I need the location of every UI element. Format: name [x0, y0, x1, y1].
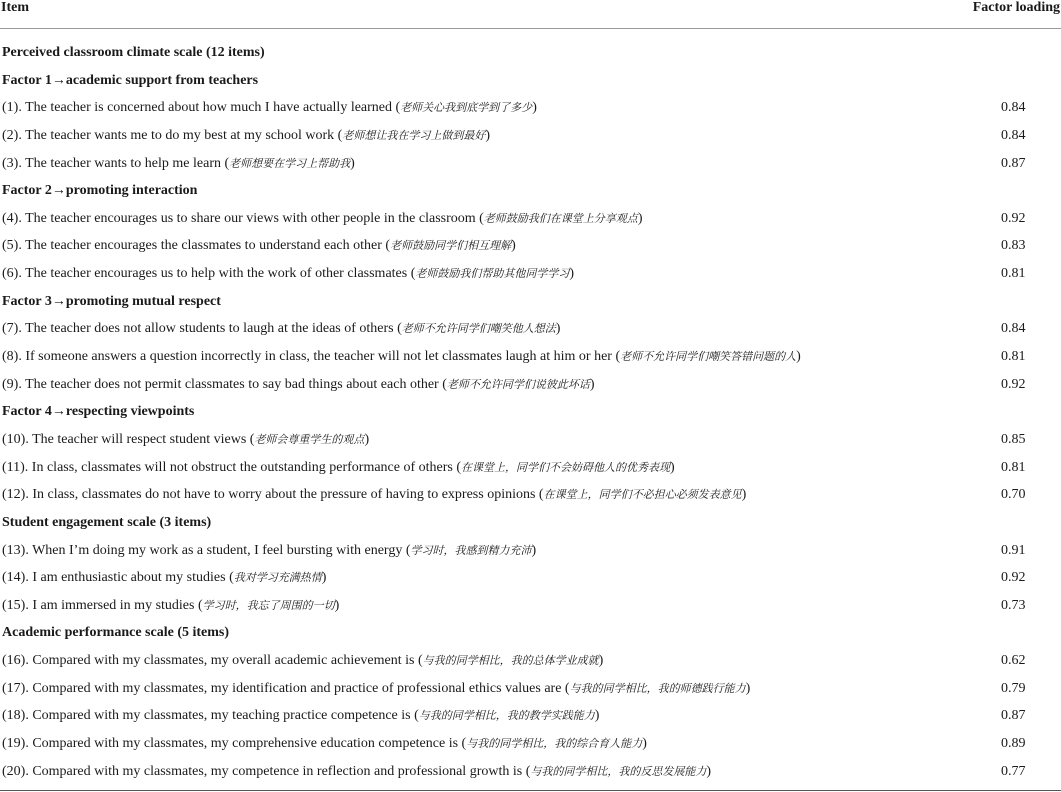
table-row — [0, 702, 1061, 730]
closing-parenthesis: ) — [706, 763, 712, 779]
table-row — [0, 647, 1061, 675]
closing-parenthesis: ) — [485, 127, 490, 143]
factor-loading-value: 0.62 — [1001, 653, 1026, 669]
factor-loading-value: 0.81 — [1001, 349, 1026, 365]
item-english-text: (20). Compared with my classmates, my competence in reflection and professional growth is ( — [2, 763, 531, 779]
closing-parenthesis: ) — [670, 459, 675, 475]
factor-loading-value: 0.79 — [1001, 680, 1026, 696]
item-text — [2, 454, 675, 483]
item-text — [2, 537, 536, 566]
item-text — [2, 730, 647, 759]
item-column-header: Item — [1, 0, 29, 15]
table-row — [0, 94, 1061, 122]
closing-parenthesis: ) — [594, 708, 600, 724]
table-row — [0, 260, 1061, 288]
table-bottom-rule — [0, 790, 1061, 791]
item-text — [2, 122, 490, 151]
factor-loading-value: 0.92 — [1001, 210, 1026, 226]
table-row — [0, 592, 1061, 620]
scale-heading: Student engagement scale (3 items) — [2, 514, 212, 530]
table-row — [0, 481, 1061, 509]
item-text — [2, 758, 711, 787]
item-text — [2, 647, 603, 676]
item-english-text: (12). In class, classmates do not have to worry about the pressure of having to express opinions ( — [2, 487, 544, 503]
item-english-text: (2). The teacher wants me to do my best at my school work ( — [2, 127, 343, 143]
factor-heading-row — [0, 177, 1061, 205]
scale-heading-row — [0, 39, 1061, 67]
item-english-text: (15). I am immersed in my studies ( — [2, 597, 203, 613]
item-chinese-translation: 老师想要在学习上帮助我 — [229, 157, 351, 170]
item-english-text: (16). Compared with my classmates, my overall academic achievement is ( — [2, 653, 423, 669]
item-text — [2, 592, 339, 621]
item-english-text: (8). If someone answers a question incorrectly in class, the teacher will not let classmates laugh at him or her ( — [2, 349, 621, 365]
factor-loading-value: 0.81 — [1001, 459, 1026, 475]
table-row — [0, 426, 1061, 454]
closing-parenthesis: ) — [569, 266, 575, 282]
factor-loading-column-header: Factor loading — [972, 0, 1060, 15]
item-chinese-translation: 老师不允许同学们嘲笑他人想法 — [401, 323, 556, 336]
table-row — [0, 537, 1061, 565]
item-text — [2, 675, 750, 704]
item-chinese-translation: 老师鼓励同学们相互理解 — [390, 240, 512, 253]
table-row — [0, 730, 1061, 758]
item-english-text: (3). The teacher wants to help me learn ( — [2, 155, 230, 171]
item-chinese-translation: 老师鼓励我们帮助其他同学学习 — [415, 268, 570, 281]
factor-loading-value: 0.84 — [1001, 321, 1026, 337]
table-header — [0, 0, 1061, 29]
factor-loading-value: 0.92 — [1001, 376, 1026, 392]
factor-loading-value: 0.70 — [1001, 487, 1026, 503]
table-row — [0, 564, 1061, 592]
closing-parenthesis: ) — [511, 238, 516, 254]
table-row — [0, 454, 1061, 482]
item-text — [2, 94, 537, 123]
item-text — [2, 315, 560, 344]
closing-parenthesis: ) — [532, 100, 537, 116]
table-row — [0, 675, 1061, 703]
factor-loading-value: 0.73 — [1001, 597, 1026, 613]
table-row — [0, 315, 1061, 343]
factor-loading-value: 0.87 — [1001, 708, 1026, 724]
table-row — [0, 232, 1061, 260]
scale-heading: Perceived classroom climate scale (12 items) — [2, 45, 265, 60]
item-chinese-translation: 学习时，我感到精力充沛 — [410, 544, 532, 557]
closing-parenthesis: ) — [334, 597, 340, 613]
item-english-text: (7). The teacher does not allow students to laugh at the ideas of others ( — [2, 321, 402, 337]
item-english-text: (13). When I’m doing my work as a student, I feel bursting with energy ( — [2, 542, 411, 558]
item-english-text: (10). The teacher will respect student views ( — [2, 431, 255, 447]
item-chinese-translation: 与我的同学相比，我的教学实践能力 — [418, 710, 595, 723]
item-chinese-translation: 老师会尊重学生的观点 — [254, 433, 365, 446]
item-english-text: (18). Compared with my classmates, my teaching practice competence is ( — [2, 708, 419, 724]
factor-heading: Factor 4→respecting viewpoints — [2, 404, 195, 420]
factor-loading-value: 0.84 — [1001, 127, 1026, 143]
item-english-text: (14). I am enthusiastic about my studies ( — [2, 570, 234, 586]
item-english-text: (5). The teacher encourages the classmates to understand each other ( — [2, 238, 391, 254]
scale-heading-row — [0, 509, 1061, 537]
factor-heading: Factor 1→academic support from teachers — [2, 72, 259, 88]
item-text — [2, 260, 574, 289]
item-chinese-translation: 在课堂上，同学们不会妨碍他人的优秀表现 — [461, 461, 671, 474]
item-chinese-translation: 与我的同学相比，我的综合育人能力 — [466, 738, 643, 751]
factor-heading: Factor 3→promoting mutual respect — [2, 293, 221, 309]
item-chinese-translation: 在课堂上，同学们不必担心必须发表意见 — [543, 489, 742, 502]
item-text — [2, 426, 369, 455]
item-text — [2, 702, 599, 731]
closing-parenthesis: ) — [637, 210, 643, 226]
scale-heading-row — [0, 619, 1061, 647]
closing-parenthesis: ) — [589, 376, 595, 392]
item-chinese-translation: 老师不允许同学们嘲笑答错问题的人 — [620, 351, 797, 364]
table-row — [0, 371, 1061, 399]
scale-heading: Academic performance scale (5 items) — [2, 625, 230, 641]
factor-loading-value: 0.92 — [1001, 570, 1026, 586]
item-text — [2, 564, 326, 593]
factor-loading-value: 0.83 — [1001, 238, 1026, 254]
closing-parenthesis: ) — [642, 736, 647, 752]
closing-parenthesis: ) — [321, 570, 327, 586]
table-row — [0, 343, 1061, 371]
item-chinese-translation: 与我的同学相比，我的反思发展能力 — [530, 765, 707, 778]
factor-loading-value: 0.84 — [1001, 100, 1026, 116]
item-chinese-translation: 老师想让我在学习上做到最好 — [342, 129, 486, 142]
closing-parenthesis: ) — [796, 349, 801, 365]
item-english-text: (4). The teacher encourages us to share our views with other people in the classroom ( — [2, 210, 484, 226]
table-row — [0, 150, 1061, 178]
factor-loading-value: 0.91 — [1001, 542, 1026, 558]
item-english-text: (6). The teacher encourages us to help with the work of other classmates ( — [2, 266, 416, 282]
closing-parenthesis: ) — [745, 680, 751, 696]
factor-heading-row — [0, 398, 1061, 426]
item-text — [2, 205, 642, 234]
item-chinese-translation: 我对学习充满热情 — [233, 572, 322, 585]
item-chinese-translation: 学习时，我忘了周围的一切 — [202, 599, 335, 612]
factor-heading-row — [0, 67, 1061, 95]
item-english-text: (9). The teacher does not permit classmates to say bad things about each other ( — [2, 376, 447, 392]
item-text — [2, 481, 746, 510]
table-row — [0, 758, 1061, 786]
item-text — [2, 150, 355, 179]
factor-heading-row — [0, 288, 1061, 316]
item-english-text: (11). In class, classmates will not obstruct the outstanding performance of others ( — [2, 459, 462, 475]
item-chinese-translation: 老师鼓励我们在课堂上分享观点 — [483, 212, 638, 225]
factor-loading-value: 0.89 — [1001, 736, 1026, 752]
item-chinese-translation: 与我的同学相比，我的师德践行能力 — [569, 682, 746, 695]
item-text — [2, 371, 595, 400]
table-body — [0, 29, 1061, 785]
item-english-text: (17). Compared with my classmates, my identification and practice of professional ethics values are ( — [2, 680, 570, 696]
factor-loading-value: 0.85 — [1001, 431, 1026, 447]
closing-parenthesis: ) — [350, 155, 355, 171]
table-row — [0, 205, 1061, 233]
closing-parenthesis: ) — [741, 487, 747, 503]
factor-loading-value: 0.81 — [1001, 266, 1026, 282]
item-text — [2, 232, 516, 261]
factor-loading-value: 0.87 — [1001, 155, 1026, 171]
factor-loading-value: 0.77 — [1001, 763, 1026, 779]
table-row — [0, 122, 1061, 150]
item-english-text: (19). Compared with my classmates, my comprehensive education competence is ( — [2, 736, 467, 752]
item-english-text: (1). The teacher is concerned about how much I have actually learned ( — [2, 100, 401, 116]
item-chinese-translation: 与我的同学相比，我的总体学业成就 — [422, 655, 599, 668]
closing-parenthesis: ) — [598, 653, 604, 669]
item-chinese-translation: 老师关心我到底学到了多少 — [400, 102, 533, 115]
closing-parenthesis: ) — [531, 542, 537, 558]
factor-heading: Factor 2→promoting interaction — [2, 183, 198, 199]
closing-parenthesis: ) — [364, 431, 370, 447]
item-chinese-translation: 老师不允许同学们说彼此坏话 — [446, 378, 590, 391]
item-text — [2, 343, 801, 372]
closing-parenthesis: ) — [555, 321, 561, 337]
